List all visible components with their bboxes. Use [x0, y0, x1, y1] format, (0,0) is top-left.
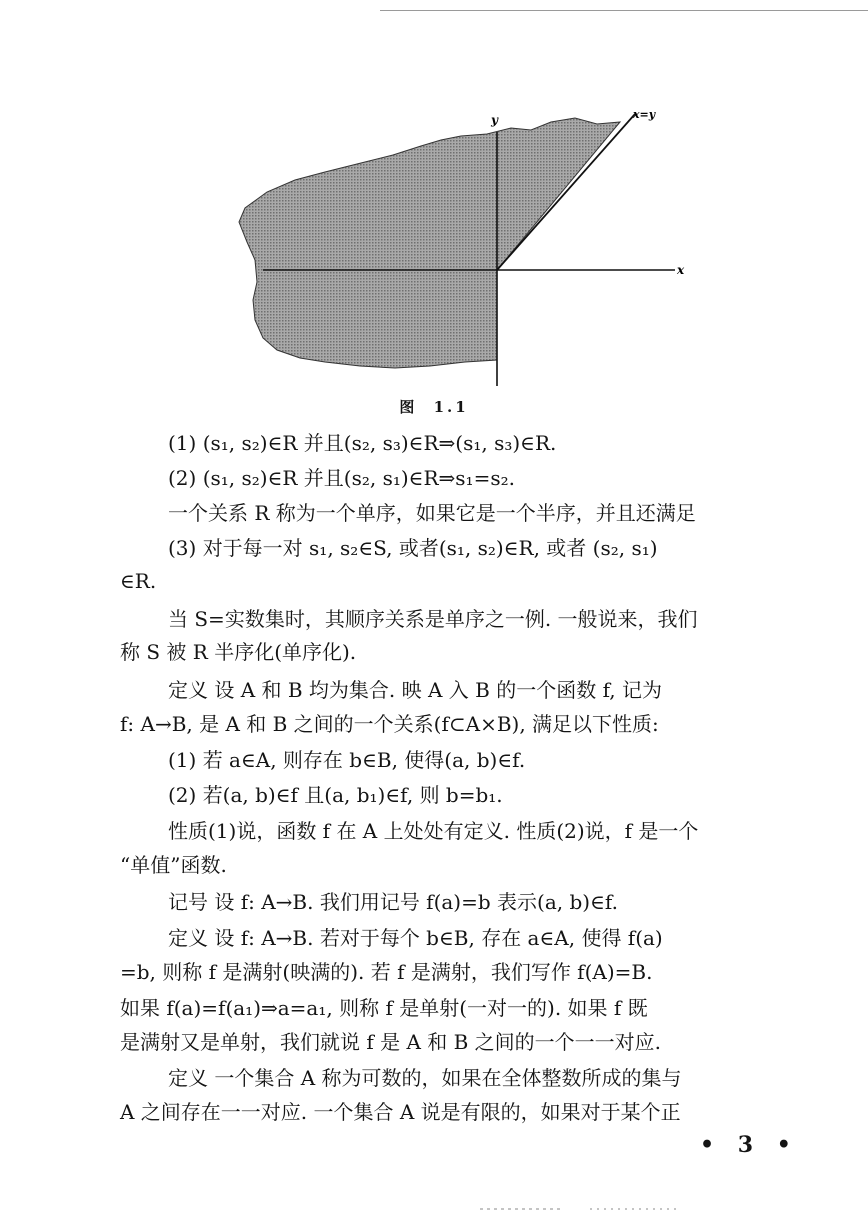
x-axis-label: x — [677, 263, 685, 277]
figure-caption — [0, 396, 868, 417]
line-16: =b, 则称 f 是满射(映满的). 若 f 是满射，我们写作 f(A)=B. — [120, 960, 653, 984]
line-01: (1) (s₁, s₂)∈R 并且(s₂, s₃)∈R⇒(s₁, s₃)∈R. — [168, 431, 557, 455]
line-02: (2) (s₁, s₂)∈R 并且(s₂, s₁)∈R⇒s₁=s₂. — [168, 466, 515, 490]
line-19: 定义 一个集合 A 称为可数的，如果在全体整数所成的集与 — [168, 1066, 682, 1090]
line-12: 性质(1)说，函数 f 在 A 上处处有定义. 性质(2)说，f 是一个 — [168, 819, 699, 843]
figure-1-1 — [225, 110, 695, 390]
caption-number: 1.1 — [433, 398, 469, 416]
line-05: ∈R. — [120, 569, 157, 593]
caption-prefix: 图 — [399, 398, 418, 416]
line-09: f: A→B, 是 A 和 B 之间的一个关系(f⊂A×B), 满足以下性质: — [120, 712, 659, 736]
line-13: “单值”函数. — [120, 853, 227, 877]
line-17: 如果 f(a)=f(a₁)⇒a=a₁, 则称 f 是单射(一对一的). 如果 f 既 — [120, 996, 648, 1020]
y-axis-label: y — [491, 113, 498, 127]
line-20: A 之间存在一一对应. 一个集合 A 说是有限的，如果对于某个正 — [120, 1100, 681, 1124]
line-10: (1) 若 a∈A, 则存在 b∈B, 使得(a, b)∈f. — [168, 748, 526, 772]
line-03: 一个关系 R 称为一个单序，如果它是一个半序，并且还满足 — [168, 501, 696, 525]
page-number: • 3 • — [700, 1132, 799, 1158]
scan-top-rule — [380, 10, 868, 11]
line-06: 当 S=实数集时，其顺序关系是单序之一例. 一般说来，我们 — [168, 607, 698, 631]
line-07: 称 S 被 R 半序化(单序化). — [120, 640, 357, 664]
line-11: (2) 若(a, b)∈f 且(a, b₁)∈f, 则 b=b₁. — [168, 783, 503, 807]
scan-noise-decoration — [480, 1206, 780, 1212]
diagonal-label: x=y — [633, 110, 656, 121]
line-18: 是满射又是单射，我们就说 f 是 A 和 B 之间的一个一一对应. — [120, 1030, 662, 1054]
line-08: 定义 设 A 和 B 均为集合. 映 A 入 B 的一个函数 f, 记为 — [168, 678, 662, 702]
line-14: 记号 设 f: A→B. 我们用记号 f(a)=b 表示(a, b)∈f. — [168, 890, 618, 914]
line-15: 定义 设 f: A→B. 若对于每个 b∈B, 存在 a∈A, 使得 f(a) — [168, 926, 663, 950]
shaded-region — [239, 118, 620, 368]
line-04: (3) 对于每一对 s₁, s₂∈S, 或者(s₁, s₂)∈R, 或者 (s₂, s₁) — [168, 536, 658, 560]
